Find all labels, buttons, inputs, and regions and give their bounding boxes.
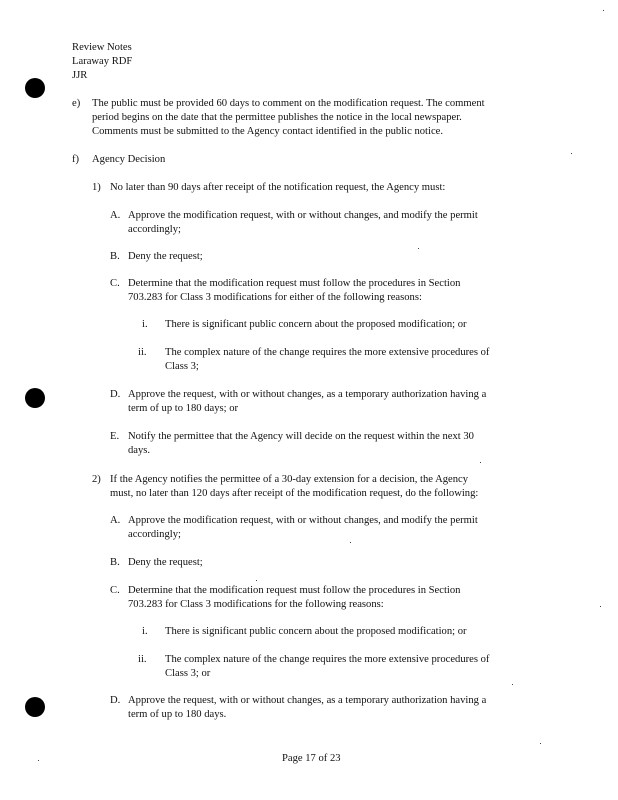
punch-hole	[25, 78, 45, 98]
scan-speck	[600, 606, 601, 607]
header-review-notes: Review Notes	[72, 42, 132, 53]
item-e-line: The public must be provided 60 days to comment on the modification request. The comment	[92, 98, 485, 109]
clause-text: Notify the permittee that the Agency will decide on the request within the next 30	[128, 431, 474, 442]
roman-text: The complex nature of the change requires the more extensive procedures of	[165, 654, 490, 665]
scan-speck	[571, 153, 572, 154]
clause-text: Approve the request, with or without changes, as a temporary authorization having a	[128, 695, 487, 706]
scan-speck	[350, 542, 351, 543]
item-label: f)	[72, 154, 80, 165]
roman-text: There is significant public concern about the proposed modification; or	[165, 626, 467, 637]
punch-hole	[25, 388, 45, 408]
roman-text: Class 3; or	[165, 668, 211, 679]
scan-speck	[603, 10, 604, 11]
clause-text: accordingly;	[128, 224, 181, 235]
item-e-line: period begins on the date that the permittee publishes the notice in the local newspaper.	[92, 112, 462, 123]
scan-speck	[38, 760, 39, 761]
roman-label: i.	[142, 319, 148, 330]
clause-label: C.	[110, 278, 120, 289]
clause-text: Determine that the modification request must follow the procedures in Section	[128, 585, 461, 596]
clause-text: 703.283 for Class 3 modifications for the following reasons:	[128, 599, 384, 610]
roman-label: ii.	[138, 347, 147, 358]
clause-label: E.	[110, 431, 120, 442]
scan-speck	[540, 743, 541, 744]
item-label: e)	[72, 98, 81, 109]
subitem-label: 2)	[92, 474, 101, 485]
scan-speck	[418, 248, 419, 249]
clause-text: Approve the modification request, with or without changes, and modify the permit	[128, 210, 478, 221]
header-facility: Laraway RDF	[72, 56, 133, 67]
clause-label: D.	[110, 389, 121, 400]
roman-text: The complex nature of the change requires the more extensive procedures of	[165, 347, 490, 358]
roman-text: Class 3;	[165, 361, 199, 372]
scan-speck	[256, 580, 257, 581]
clause-text: Determine that the modification request must follow the procedures in Section	[128, 278, 461, 289]
clause-text: accordingly;	[128, 529, 181, 540]
page-number: Page 17 of 23	[282, 753, 341, 764]
clause-text: Approve the request, with or without changes, as a temporary authorization having a	[128, 389, 487, 400]
clause-text: days.	[128, 445, 151, 456]
clause-label: B.	[110, 251, 120, 262]
subitem-text: No later than 90 days after receipt of the notification request, the Agency must:	[110, 182, 446, 193]
subitem-text: If the Agency notifies the permittee of a 30-day extension for a decision, the Agency	[110, 474, 469, 485]
clause-text: 703.283 for Class 3 modifications for either of the following reasons:	[128, 292, 422, 303]
header-initials: JJR	[72, 70, 88, 81]
roman-label: i.	[142, 626, 148, 637]
clause-label: A.	[110, 515, 121, 526]
scan-speck	[512, 684, 513, 685]
roman-text: There is significant public concern about the proposed modification; or	[165, 319, 467, 330]
clause-label: A.	[110, 210, 121, 221]
section-title: Agency Decision	[92, 154, 166, 165]
punch-hole	[25, 697, 45, 717]
subitem-text: must, no later than 120 days after receipt of the modification request, do the following:	[110, 488, 479, 499]
clause-label: B.	[110, 557, 120, 568]
clause-text: Deny the request;	[128, 251, 203, 262]
clause-text: Deny the request;	[128, 557, 203, 568]
roman-label: ii.	[138, 654, 147, 665]
subitem-label: 1)	[92, 182, 101, 193]
clause-text: term of up to 180 days; or	[128, 403, 239, 414]
clause-label: C.	[110, 585, 120, 596]
clause-text: term of up to 180 days.	[128, 709, 227, 720]
clause-label: D.	[110, 695, 121, 706]
scan-speck	[480, 462, 481, 463]
clause-text: Approve the modification request, with or without changes, and modify the permit	[128, 515, 478, 526]
item-e-line: Comments must be submitted to the Agency contact identified in the public notice.	[92, 126, 443, 137]
